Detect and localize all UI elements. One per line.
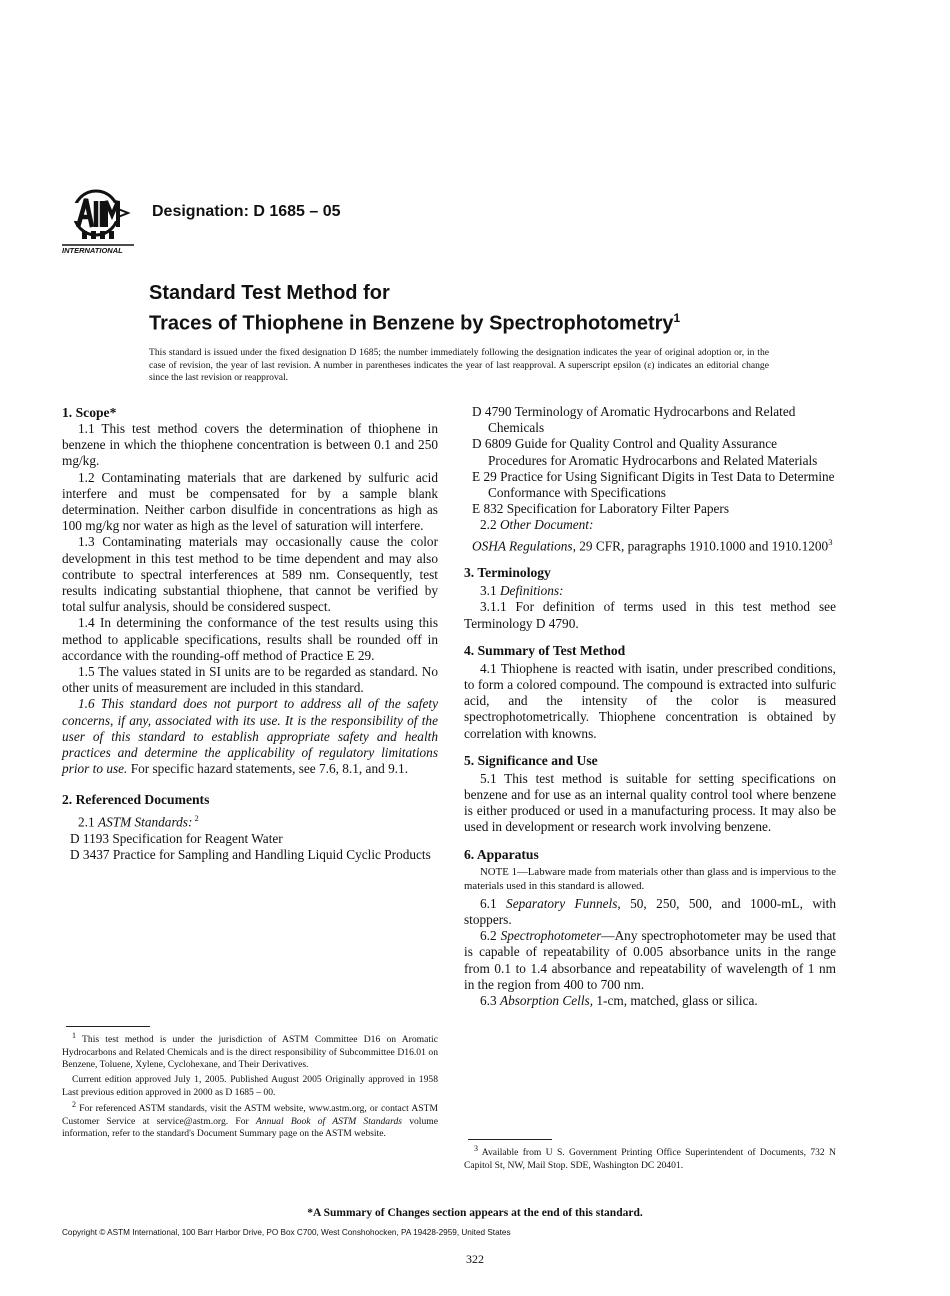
title-line-2-text: Traces of Thiophene in Benzene by Spectrophotometry [149,312,674,335]
title-line-2 [149,306,680,337]
app-6-1-label: Separatory Funnels, [506,895,621,911]
other-document-label [464,517,836,533]
app-6-2-label: Spectrophotometer [500,928,602,944]
footnotes-left [62,1030,438,1141]
logo-caption: INTERNATIONAL [62,246,123,255]
ref-d1193: D 1193 Specification for Reagent Water [70,831,283,847]
astm-standards-label [62,810,438,831]
astm-standards-num: 2.1 [78,814,98,830]
app-6-1-num: 6.1 [480,895,507,911]
fn2-text-b: volume information, refer to the standard's Document Summary page on the ASTM website. [62,1115,438,1140]
osha-fn: 3 [828,536,833,547]
apparatus-6-3 [464,993,836,1009]
footnote-3 [464,1143,836,1172]
footnote-1-edition: Current edition approved July 1, 2005. Published August 2005 Originally approved in 1958 Last previous edition approved in 2000 as D 1685 – 00. [62,1074,438,1098]
significance-5-1: 5.1 This test method is suitable for setting specifications on benzene and for use as an internal quality control tool where benzene is either produced or used in a manufacturing process. It may also be used in development or research work involving benzene. [464,770,836,835]
astm-logo-mark [58,187,140,257]
title-footnote-ref: 1 [673,311,681,325]
scope-1-3: 1.3 Contaminating materials may occasionally cause the color development in this test method to be time dependent and may also contribute to spectral interferences at 589 nm. Consequently, test results indicating substantial thiophene, that cannot be verified by total sulfur analysis, should be considered suspect. [62,534,438,615]
ref-e832: E 832 Specification for Laboratory Filter Papers [472,501,729,517]
footnote-2 [62,1099,438,1140]
osha-italic: OSHA Regulations, [472,538,576,554]
astm-logo [58,187,140,257]
scope-1-4: 1.4 In determining the conformance of the test results using this method to applicable specifications, results shall be rounded off in accordance with the rounding-off method of Practice E 29. [62,615,438,663]
apparatus-6-2 [464,928,836,993]
fn3-text: Available from U S. Government Printing Office Superintendent of Documents, 732 N Capitol St, NW, Mail Stop. SDE, Washington DC 20401. [464,1147,836,1171]
apparatus-6-1 [464,896,836,928]
scope-heading: 1. Scope* [62,405,117,420]
significance-heading: 5. Significance and Use [464,752,598,768]
other-doc-num: 2.2 [480,517,500,533]
ref-d4790: D 4790 Terminology of Aromatic Hydrocarbons and Related Chemicals [472,404,796,436]
left-column [62,404,438,864]
fn2-italic: Annual Book of ASTM Standards [255,1115,402,1127]
scope-1-1: 1.1 This test method covers the determination of thiophene in benzene in which the thiophene concentration is between 0.1 and 250 mg/kg. [62,421,438,469]
scope-1-5: 1.5 The values stated in SI units are to be regarded as standard. No other units of measurement are included in this standard. [62,664,438,696]
summary-of-changes-note: *A Summary of Changes section appears at the end of this standard. [307,1207,643,1219]
app-6-1-rest: 50, 250, 500, and 1000-mL, with stoppers. [464,895,837,927]
astm-standards-fn: 2 [192,813,199,824]
footnote-1 [62,1030,438,1071]
app-6-2-num: 6.2 [480,928,501,944]
other-doc-text: Other Document: [499,517,594,533]
fn2-text-a: For referenced ASTM standards, visit the ASTM website, www.astm.org, or contact ASTM Customer Service at service@astm.org. For [62,1103,438,1127]
app-6-3-label: Absorption Cells, [499,992,594,1008]
apparatus-heading: 6. Apparatus [464,846,539,862]
scope-1-2: 1.2 Contaminating materials that are darkened by sulfuric acid interfere and must be compensated for by a sample blank determination. Neither carbon disulfide in concentrations as high as 100 mg/kg nor water as high as the level of saturation will interfere. [62,469,438,534]
copyright-line: Copyright © ASTM International, 100 Barr Harbor Drive, PO Box C700, West Conshohocken, PA 19428-2959, United States [62,1228,511,1237]
footnote-rule-left [66,1026,150,1027]
right-column [464,404,836,1009]
footnote-rule-right [468,1139,552,1140]
app-6-3-num: 6.3 [480,992,500,1008]
astm-standards-text: ASTM Standards: [97,814,193,830]
osha-rest: 29 CFR, paragraphs 1910.1000 and 1910.1200 [575,538,829,554]
definitions-label [464,583,836,599]
summary-4-1: 4.1 Thiophene is reacted with isatin, under prescribed conditions, to form a colored compound. The compound is extracted into sulfuric acid, and the intensity of the color is measured spectrophotometrically. Thiophene concentration is obtained by correlation with knowns. [464,660,836,741]
definitions-num: 3.1 [480,583,500,599]
title-line-1: Standard Test Method for [149,282,390,304]
footnotes-right [464,1143,836,1172]
app-6-2-rest: —Any spectrophotometer may be used that is capable of repeatability of 0.005 absorbance units in the range from 0.1 to 1.4 absorbance and repeatability of wavelength of 1 nm in the region from 400 to 700 nm. [464,928,836,992]
fn3-ref: 3 [474,1144,478,1153]
fn1-ref: 1 [72,1031,76,1040]
ref-e29: E 29 Practice for Using Significant Digits in Test Data to Determine Conformance with Specifications [472,468,835,501]
definitions-text: Definitions: [499,583,564,599]
scope-1-6-tail: For specific hazard statements, see 7.6, 8.1, and 9.1. [127,761,409,777]
fn1-text: This test method is under the jurisdiction of ASTM Committee D16 on Aromatic Hydrocarbons and Related Chemicals and is the direct responsibility of Subcommittee D16.01 on Benzene, Toluene, Xylene, Cyclohexane, and Their Derivatives. [62,1034,438,1070]
issue-note: This standard is issued under the fixed designation D 1685; the number immediately following the designation indicates the year of original adoption or, in the case of revision, the year of last revision. A number in parentheses indicates the year of last reapproval. A superscript epsilon (ε) indicates an editorial change since the last revision or reapproval. [149,347,769,384]
document-title [149,281,680,337]
refdocs-heading: 2. Referenced Documents [62,792,210,808]
page-number: 322 [466,1252,484,1266]
scope-1-6-italic: 1.6 This standard does not purport to address all of the safety concerns, if any, associated with its use. It is the responsibility of the user of this standard to establish appropriate safety and health practices and determine the applicability of regulatory limitations prior to use. [62,696,438,777]
ref-d3437: D 3437 Practice for Sampling and Handling Liquid Cyclic Products [70,847,431,863]
scope-1-6 [62,696,438,777]
note-1: NOTE 1—Labware made from materials other than glass and is impervious to the materials used in this standard is allowed. [464,865,836,892]
terminology-heading: 3. Terminology [464,565,551,581]
fn2-ref: 2 [72,1100,76,1110]
designation: Designation: D 1685 – 05 [152,203,341,220]
app-6-3-rest: 1-cm, matched, glass or silica. [593,992,758,1008]
ref-osha [464,534,836,555]
summary-heading: 4. Summary of Test Method [464,642,626,658]
terminology-3-1-1: 3.1.1 For definition of terms used in this test method see Terminology D 4790. [464,599,836,631]
ref-d6809: D 6809 Guide for Quality Control and Quality Assurance Procedures for Aromatic Hydrocarbons and Related Materials [472,436,818,468]
